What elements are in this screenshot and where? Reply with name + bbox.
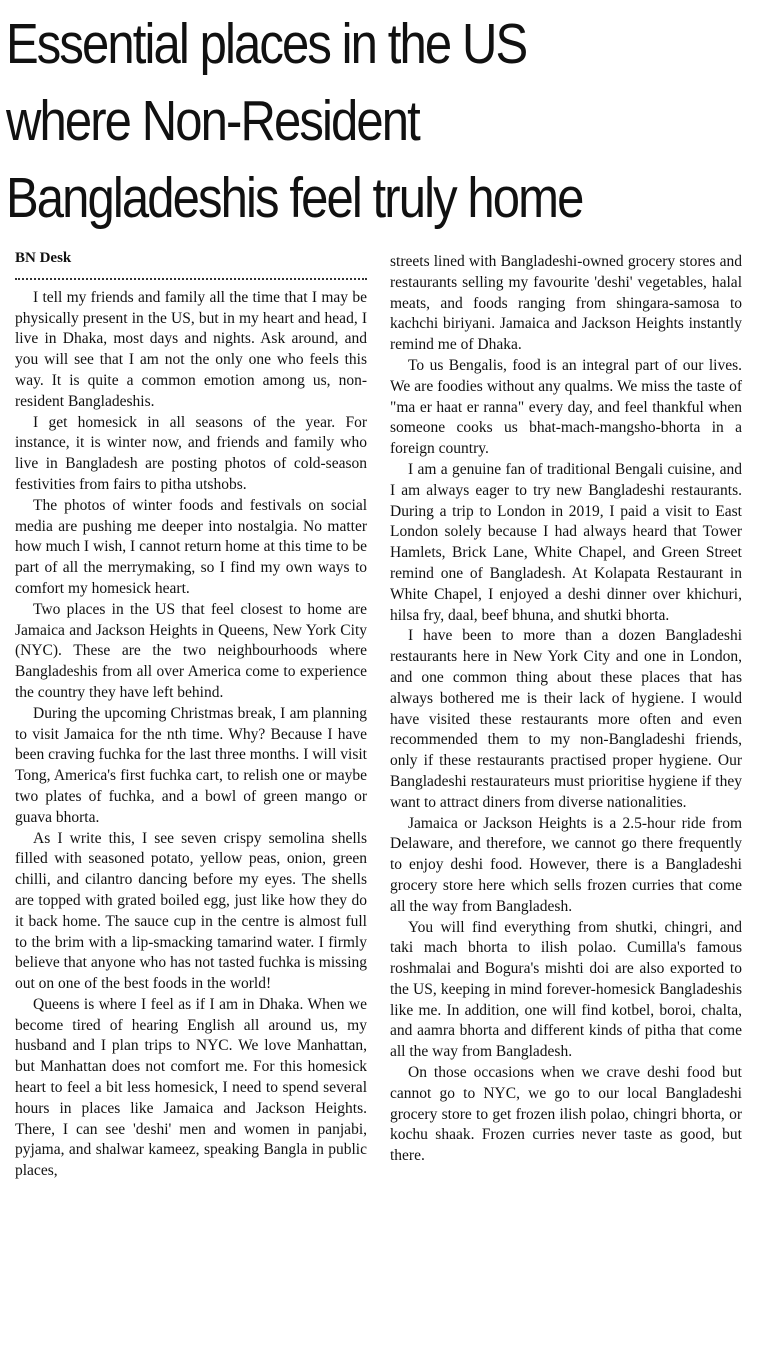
paragraph-continued: streets lined with Bangladeshi-owned grocery stores and restaurants selling my favourite 'deshi' vegetables, halal meats, and foods ranging from shingara-samosa to kachchi biriyani. Jamaica and Jackson Heights instantly remind me of Dhaka. [390,253,742,354]
right-column [390,252,742,1167]
paragraph: Two places in the US that feel closest to home are Jamaica and Jackson Heights in Queens, New York City (NYC). These are the two neighbourhoods where Bangladeshis from all over America come to experience the country they have left behind. [15,600,367,701]
paragraph: During the upcoming Christmas break, I am planning to visit Jamaica for the nth time. Why? Because I have been craving fuchka for the last three months. I will visit Tong, America's first fuchka cart, to relish one or maybe two plates of fuchka, and a bowl of green mango or guava bhorta. [15,704,367,826]
byline: BN Desk [15,248,367,280]
paragraph: I get homesick in all seasons of the year. For instance, it is winter now, and friends and family who live in Bangladesh are posting photos of cold-season festivities from fairs to pitha utshobs. [15,413,367,493]
paragraph: On those occasions when we crave deshi food but cannot go to NYC, we go to our local Bangladeshi grocery store to get frozen ilish polao, chingri bhorta, or kochu shaak. Frozen curries never taste as good, but there. [390,1064,742,1165]
paragraph: The photos of winter foods and festivals on social media are pushing me deeper into nostalgia. No matter how much I wish, I cannot return home at this time to be part of all the merrymaking, so I find my own ways to comfort my homesick heart. [15,496,367,597]
headline [6,6,647,237]
paragraph: Jamaica or Jackson Heights is a 2.5-hour ride from Delaware, and therefore, we cannot go there frequently to enjoy deshi food. However, there is a Bangladeshi grocery store here which sells frozen curries that come all the way from Bangladesh. [390,814,742,915]
paragraph: To us Bengalis, food is an integral part of our lives. We are foodies without any qualms. We miss the taste of "ma er haat er ranna" every day, and feel thankful when someone cooks us bhat-mach-mangsho-bhorta in a foreign country. [390,356,742,458]
paragraph: I have been to more than a dozen Bangladeshi restaurants here in New York City and one in London, and one common thing about these places that has always bothered me is their lack of hygiene. I would have visited these restaurants more often and even recommended them to my non-Bangladeshi friends, only if these restaurants practised proper hygiene. Our Bangladeshi restaurateurs must prioritise hygiene if they want to attract diners from diverse nationalities. [390,627,742,811]
headline-line: where Non-Resident [6,89,419,153]
paragraph: As I write this, I see seven crispy semolina shells filled with seasoned potato, yellow peas, onion, green chilli, and cilantro dancing before my eyes. The shells are topped with grated boiled egg, just like how they do it back home. The sauce cup in the centre is almost full to the brim with a lip-smacking tamarind water. I firmly believe that anyone who has not tasted fuchka is missing out on one of the best foods in the world! [15,829,367,993]
paragraph: I tell my friends and family all the time that I may be physically present in the US, but in my heart and head, I live in Dhaka, most days and nights. Ask around, and you will see that I am not the only one who feels this way. It is quite a common emotion among us, non-resident Bangladeshis. [15,288,367,410]
paragraph: Queens is where I feel as if I am in Dhaka. When we become tired of hearing English all around us, my husband and I plan trips to NYC. We love Manhattan, but Manhattan does not comfort me. For this homesick heart to feel a bit less homesick, I need to spend several hours in places like Jamaica and Jackson Heights. There, I can see 'deshi' men and women in panjabi, pyjama, and shalwar kameez, speaking Bangla in public places, [15,995,367,1180]
paragraph: You will find everything from shutki, chingri, and taki mach bhorta to ilish polao. Cumilla's famous roshmalai and Bogura's mishti doi are also exported to the US, keeping in mind forever-homesick Bangladeshis like me. In addition, one will find kotbel, boroi, chalta, and aamra bhorta and different kinds of pitha that come all the way from Bangladesh. [390,918,742,1061]
paragraph: I am a genuine fan of traditional Bengali cuisine, and I am always eager to try new Bangladeshi restaurants. During a trip to London in 2019, I paid a visit to East London solely because I had always heard that Tower Hamlets, Brick Lane, White Chapel, and Green Street remind one of Bangladesh. At Kolapata Restaurant in White Chapel, I enjoyed a deshi dinner over khichuri, hilsa fry, daal, beef bhuna, and shutki bhorta. [390,460,742,624]
headline-line: Essential places in the US [6,12,527,76]
headline-line: Bangladeshis feel truly home [6,166,583,230]
left-column [15,248,367,1182]
